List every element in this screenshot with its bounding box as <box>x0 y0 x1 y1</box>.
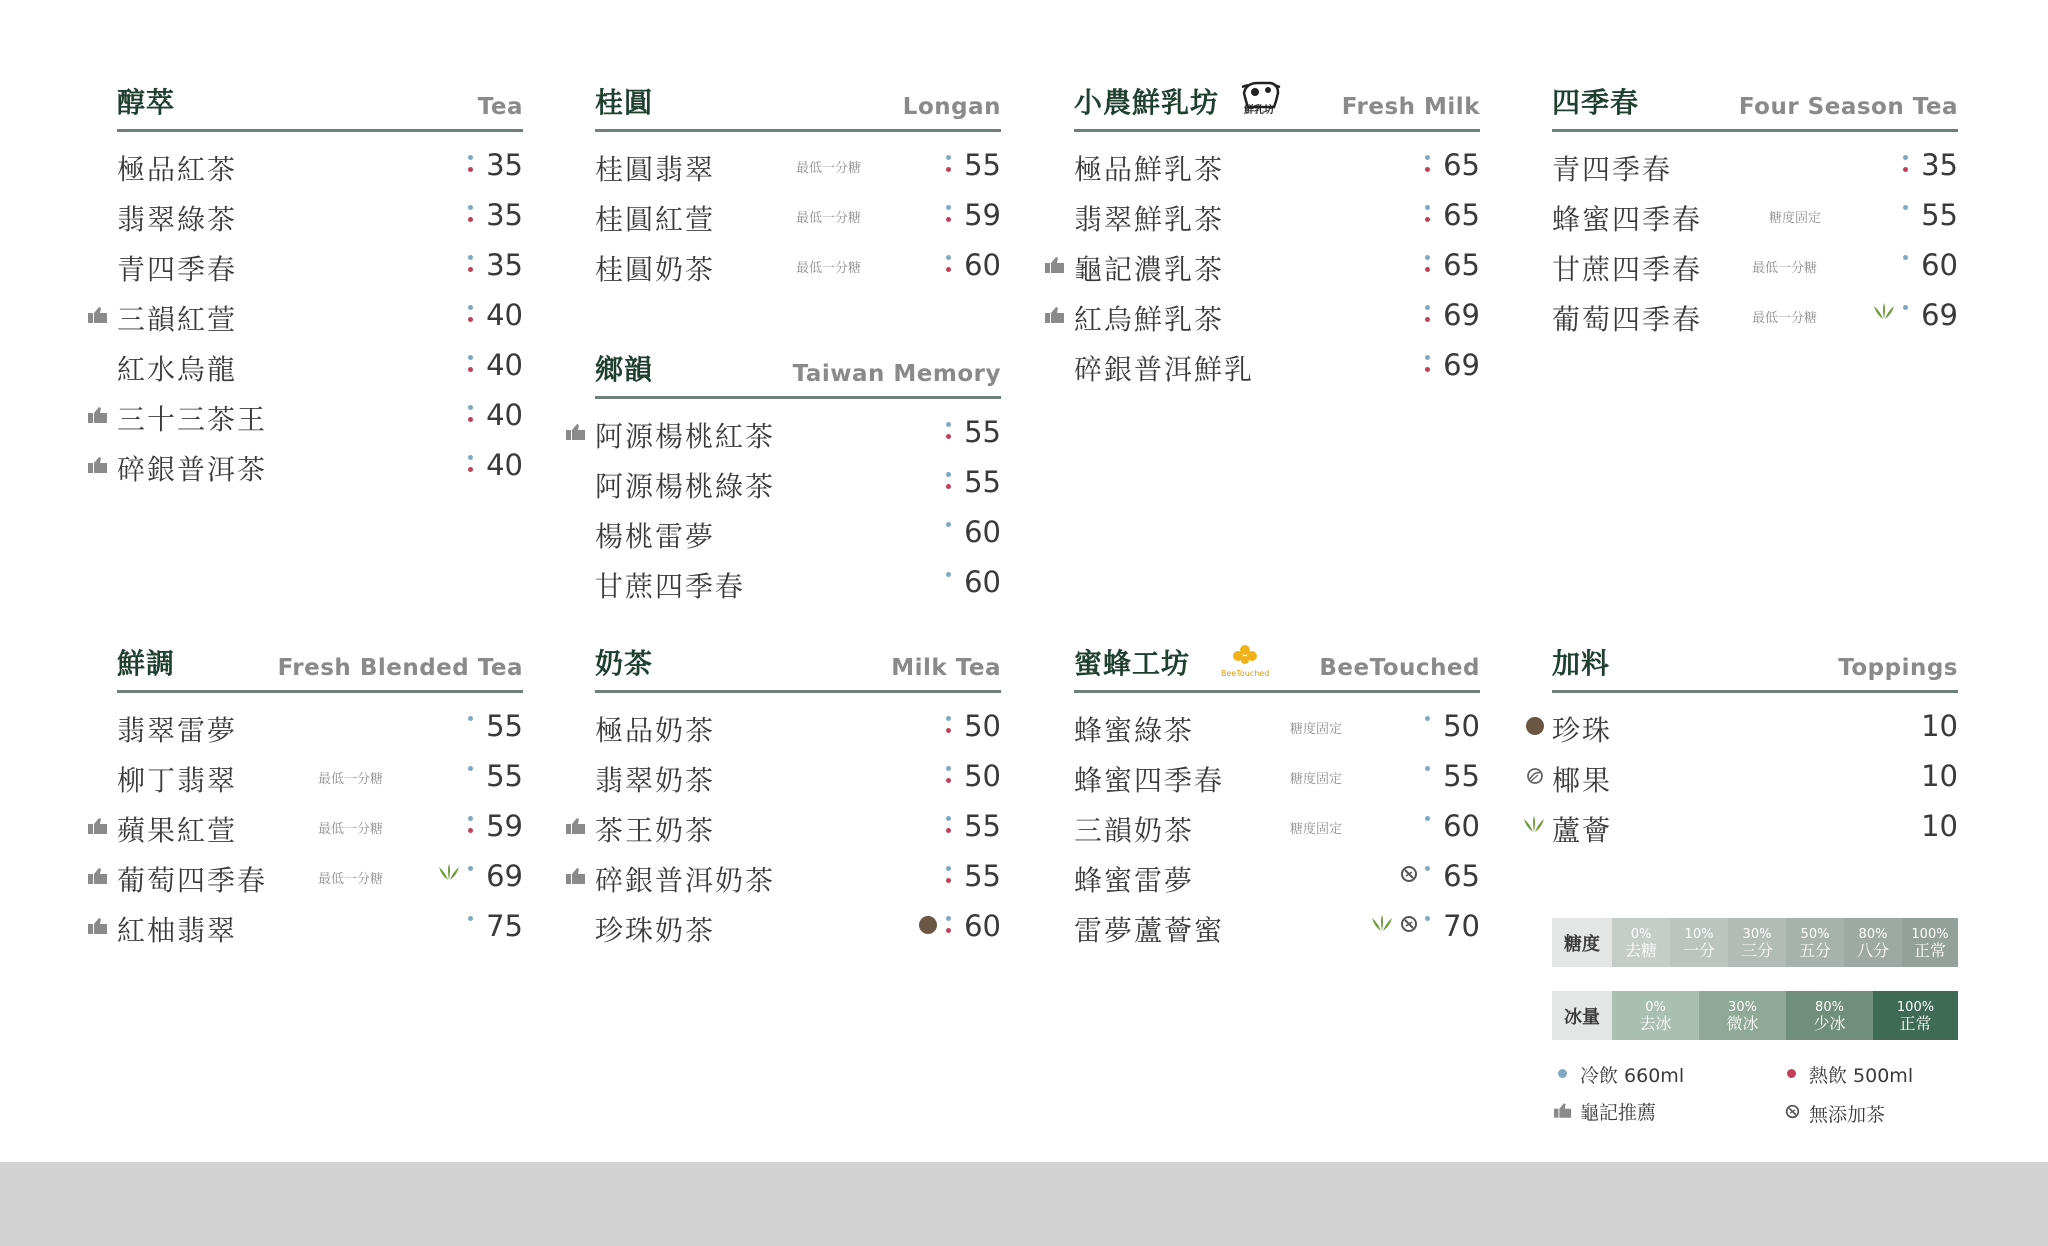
item-name: 楊桃雷夢 <box>595 520 716 553</box>
item-name: 茶王奶茶 <box>595 814 716 847</box>
item-price: 60 <box>964 248 1001 282</box>
thumbs-up-icon <box>566 818 586 834</box>
item-name: 翡翠鮮乳茶 <box>1074 203 1225 236</box>
hot-dot-icon <box>946 928 951 933</box>
hot-dot-icon <box>468 367 473 372</box>
item-name: 紅水烏龍 <box>117 353 238 386</box>
section-subtitle: Four Season Tea <box>1738 94 1958 120</box>
section-title: 四季春 <box>1552 86 1640 119</box>
cold-dot-icon <box>468 455 473 460</box>
section-subtitle: Tea <box>477 94 523 120</box>
section-subtitle: Fresh Milk <box>1341 94 1480 120</box>
menu-item[interactable] <box>595 186 1001 236</box>
level-text: 正常 <box>1899 1013 1932 1033</box>
section-title: 鮮調 <box>117 647 176 680</box>
menu-item[interactable] <box>595 403 1001 453</box>
item-name: 紅烏鮮乳茶 <box>1074 303 1225 336</box>
hot-dot-icon <box>946 434 951 439</box>
item-price: 50 <box>964 709 1001 743</box>
cold-dot-icon <box>1425 255 1430 260</box>
legend-recommended: 龜記推薦 <box>1580 1102 1657 1124</box>
item-note: 最低一分糖 <box>318 822 384 837</box>
thumbs-up-icon <box>88 307 108 323</box>
hot-dot-icon <box>468 317 473 322</box>
menu-item[interactable] <box>1552 286 1958 336</box>
item-price: 60 <box>964 565 1001 599</box>
legend-cold: 冷飲 660ml <box>1580 1065 1685 1087</box>
section-header <box>117 643 523 693</box>
hot-dot-icon <box>468 467 473 472</box>
item-price: 60 <box>964 515 1001 549</box>
section-subtitle: Toppings <box>1838 655 1958 681</box>
level-pct: 30% <box>1728 999 1757 1015</box>
item-price: 10 <box>1921 759 1958 793</box>
item-price: 59 <box>486 809 523 843</box>
section-title: 奶茶 <box>595 647 654 680</box>
hot-dot-icon <box>946 878 951 883</box>
menu-item[interactable] <box>595 797 1001 847</box>
level-pct: 10% <box>1684 926 1714 942</box>
level-pct: 30% <box>1742 926 1772 942</box>
cold-dot-icon <box>946 766 951 771</box>
cold-dot-icon <box>468 716 473 721</box>
item-price: 55 <box>1921 198 1958 232</box>
ice-level <box>1699 991 1786 1040</box>
logo-text: BeeTouched <box>1221 669 1270 678</box>
cold-dot-icon <box>468 355 473 360</box>
sugar-level <box>1670 918 1728 967</box>
section-four-season <box>1552 82 1958 336</box>
menu-item[interactable] <box>117 897 523 947</box>
menu-item[interactable] <box>1074 897 1480 947</box>
item-name: 碎銀普洱茶 <box>117 453 268 486</box>
menu-item[interactable] <box>117 386 523 436</box>
cold-dot-icon <box>468 205 473 210</box>
item-price: 40 <box>486 348 523 382</box>
thumbs-up-icon <box>88 407 108 423</box>
sugar-level <box>1844 918 1902 967</box>
item-note: 糖度固定 <box>1290 772 1343 787</box>
section-subtitle: BeeTouched <box>1319 655 1480 681</box>
item-name: 蜂蜜四季春 <box>1074 764 1225 797</box>
item-price: 35 <box>486 198 523 232</box>
thumbs-up-icon <box>1045 307 1065 323</box>
item-price: 40 <box>486 448 523 482</box>
thumbs-up-icon <box>566 868 586 884</box>
thumbs-up-icon <box>88 868 108 884</box>
section-header <box>1552 643 1958 693</box>
thumbs-up-icon <box>88 457 108 473</box>
cold-dot-icon <box>1425 866 1430 871</box>
item-price: 50 <box>1443 709 1480 743</box>
cold-dot-icon <box>1425 155 1430 160</box>
item-name: 青四季春 <box>117 253 238 286</box>
item-price: 65 <box>1443 148 1480 182</box>
item-name: 葡萄四季春 <box>117 864 268 897</box>
level-text: 微冰 <box>1726 1013 1759 1033</box>
cold-dot-icon <box>1903 155 1908 160</box>
item-name: 極品奶茶 <box>595 714 716 747</box>
topping-item[interactable] <box>1552 797 1958 847</box>
hot-dot-icon <box>468 267 473 272</box>
no-added-tea-icon <box>1785 1104 1800 1119</box>
item-price: 10 <box>1921 809 1958 843</box>
item-name: 蘋果紅萱 <box>117 814 238 847</box>
hot-dot-icon <box>946 778 951 783</box>
hot-dot-icon <box>468 417 473 422</box>
item-price: 69 <box>1443 298 1480 332</box>
section-header <box>595 82 1001 132</box>
cold-dot-icon <box>1425 916 1430 921</box>
menu-item[interactable] <box>595 503 1001 553</box>
cold-dot-icon <box>946 255 951 260</box>
item-price: 35 <box>486 248 523 282</box>
menu-item[interactable] <box>1552 236 1958 286</box>
item-price: 60 <box>1921 248 1958 282</box>
item-name: 碎銀普洱鮮乳 <box>1074 353 1255 386</box>
cold-dot-icon <box>946 916 951 921</box>
item-note: 糖度固定 <box>1290 722 1343 737</box>
cold-dot-icon <box>468 766 473 771</box>
menu-item[interactable] <box>117 697 523 747</box>
item-price: 55 <box>486 759 523 793</box>
menu-item[interactable] <box>595 697 1001 747</box>
item-price: 60 <box>1443 809 1480 843</box>
legend-hot: 熱飲 500ml <box>1809 1065 1914 1087</box>
sugar-label: 糖度 <box>1552 918 1612 967</box>
hot-dot-icon <box>1425 217 1430 222</box>
cold-dot-icon <box>1558 1069 1567 1078</box>
pearl-icon <box>1526 717 1544 735</box>
section-taiwan-memory <box>595 349 1001 603</box>
item-name: 極品紅茶 <box>117 153 238 186</box>
hot-dot-icon <box>946 217 951 222</box>
menu-item[interactable] <box>117 336 523 386</box>
section-fresh-milk <box>1074 82 1480 386</box>
section-title: 鄉韻 <box>595 353 654 386</box>
ice-level <box>1786 991 1873 1040</box>
item-price: 35 <box>1921 148 1958 182</box>
menu-item[interactable] <box>1552 136 1958 186</box>
section-title: 小農鮮乳坊 <box>1074 86 1220 119</box>
cold-dot-icon <box>468 816 473 821</box>
section-subtitle: Milk Tea <box>891 655 1001 681</box>
cold-dot-icon <box>1425 205 1430 210</box>
pearl-icon <box>919 916 937 934</box>
ice-level <box>1612 991 1699 1040</box>
item-name: 蜂蜜四季春 <box>1552 203 1703 236</box>
menu-item[interactable] <box>117 186 523 236</box>
cold-dot-icon <box>1903 255 1908 260</box>
topping-item[interactable] <box>1552 747 1958 797</box>
item-price: 55 <box>964 415 1001 449</box>
item-price: 55 <box>964 148 1001 182</box>
item-name: 桂圓翡翠 <box>595 153 716 186</box>
hot-dot-icon <box>468 217 473 222</box>
item-name: 翡翠奶茶 <box>595 764 716 797</box>
cold-dot-icon <box>946 522 951 527</box>
hot-dot-icon <box>1425 367 1430 372</box>
level-pct: 100% <box>1896 999 1935 1015</box>
hot-dot-icon <box>946 267 951 272</box>
item-note: 糖度固定 <box>1290 822 1343 837</box>
level-text: 去冰 <box>1639 1013 1672 1033</box>
section-header <box>1074 643 1480 693</box>
menu-item[interactable] <box>1074 286 1480 336</box>
legend-no-added-tea: 無添加茶 <box>1809 1104 1886 1126</box>
ice-level <box>1873 991 1958 1040</box>
cold-dot-icon <box>946 816 951 821</box>
level-pct: 0% <box>1630 926 1652 942</box>
menu-item[interactable] <box>117 136 523 186</box>
level-text: 少冰 <box>1813 1013 1846 1033</box>
section-header <box>595 643 1001 693</box>
coconut-jelly-icon <box>1526 767 1544 785</box>
menu-item[interactable] <box>1074 847 1480 897</box>
item-note: 糖度固定 <box>1769 211 1822 226</box>
cold-dot-icon <box>1903 205 1908 210</box>
cold-dot-icon <box>946 422 951 427</box>
item-price: 69 <box>486 859 523 893</box>
item-price: 35 <box>486 148 523 182</box>
menu-item[interactable] <box>595 453 1001 503</box>
cold-dot-icon <box>946 472 951 477</box>
item-name: 蜂蜜雷夢 <box>1074 864 1195 897</box>
item-price: 60 <box>964 909 1001 943</box>
item-price: 65 <box>1443 859 1480 893</box>
item-price: 10 <box>1921 709 1958 743</box>
level-pct: 80% <box>1858 926 1888 942</box>
item-name: 珍珠 <box>1552 714 1613 747</box>
cold-dot-icon <box>1425 816 1430 821</box>
item-name: 甘蔗四季春 <box>1552 253 1703 286</box>
item-note: 最低一分糖 <box>796 161 862 176</box>
item-note: 最低一分糖 <box>796 211 862 226</box>
item-price: 69 <box>1921 298 1958 332</box>
item-name: 極品鮮乳茶 <box>1074 153 1225 186</box>
item-name: 翡翠綠茶 <box>117 203 238 236</box>
cold-dot-icon <box>946 866 951 871</box>
item-price: 70 <box>1443 909 1480 943</box>
item-name: 蘆薈 <box>1552 814 1613 847</box>
logo-text: 鮮乳坊 <box>1244 105 1274 116</box>
sugar-level <box>1786 918 1844 967</box>
section-subtitle: Taiwan Memory <box>792 361 1001 387</box>
section-title: 蜜蜂工坊 <box>1074 647 1191 680</box>
item-price: 55 <box>964 809 1001 843</box>
section-header <box>117 82 523 132</box>
item-name: 桂圓紅萱 <box>595 203 716 236</box>
level-pct: 0% <box>1645 999 1666 1015</box>
item-name: 碎銀普洱奶茶 <box>595 864 776 897</box>
thumbs-up-icon <box>1045 257 1065 273</box>
section-tea <box>117 82 523 486</box>
item-note: 最低一分糖 <box>1752 261 1818 276</box>
footer-band <box>0 1162 2048 1246</box>
level-pct: 50% <box>1800 926 1830 942</box>
item-price: 55 <box>964 465 1001 499</box>
item-price: 55 <box>486 709 523 743</box>
sugar-level <box>1902 918 1958 967</box>
level-text: 一分 <box>1682 940 1715 960</box>
cold-dot-icon <box>468 916 473 921</box>
section-title: 加料 <box>1552 647 1611 680</box>
hot-dot-icon <box>946 828 951 833</box>
cold-dot-icon <box>946 205 951 210</box>
no-added-tea-icon <box>1400 915 1418 933</box>
item-note: 最低一分糖 <box>318 872 384 887</box>
cold-dot-icon <box>468 255 473 260</box>
hot-dot-icon <box>1787 1069 1796 1078</box>
menu-item[interactable] <box>117 797 523 847</box>
section-milk-tea <box>595 643 1001 947</box>
thumbs-up-icon <box>1554 1103 1572 1118</box>
item-price: 55 <box>964 859 1001 893</box>
menu-item[interactable] <box>595 847 1001 897</box>
menu-item[interactable] <box>1074 236 1480 286</box>
sugar-level <box>1728 918 1786 967</box>
level-text: 正常 <box>1913 940 1946 960</box>
item-price: 40 <box>486 398 523 432</box>
menu-item[interactable] <box>117 436 523 486</box>
thumbs-up-icon <box>566 424 586 440</box>
section-subtitle: Fresh Blended Tea <box>277 655 523 681</box>
hot-dot-icon <box>946 728 951 733</box>
item-name: 桂圓奶茶 <box>595 253 716 286</box>
thumbs-up-icon <box>88 818 108 834</box>
menu-item[interactable] <box>595 897 1001 947</box>
item-price: 75 <box>486 909 523 943</box>
hot-dot-icon <box>1425 267 1430 272</box>
level-text: 八分 <box>1856 940 1889 960</box>
item-name: 珍珠奶茶 <box>595 914 716 947</box>
menu-item[interactable] <box>1074 136 1480 186</box>
item-price: 65 <box>1443 248 1480 282</box>
sugar-level <box>1612 918 1670 967</box>
cold-dot-icon <box>468 866 473 871</box>
item-name: 雷夢蘆薈蜜 <box>1074 914 1225 947</box>
ice-scale <box>1552 991 1958 1040</box>
menu-item[interactable] <box>117 847 523 897</box>
hot-dot-icon <box>1425 167 1430 172</box>
aloe-icon <box>1522 815 1546 833</box>
sugar-scale <box>1552 918 1958 967</box>
menu-item[interactable] <box>117 236 523 286</box>
section-title: 桂圓 <box>595 86 654 119</box>
section-header <box>595 349 1001 399</box>
cold-dot-icon <box>946 572 951 577</box>
cold-dot-icon <box>1425 766 1430 771</box>
menu-item[interactable] <box>1074 336 1480 386</box>
hot-dot-icon <box>946 167 951 172</box>
item-name: 阿源楊桃紅茶 <box>595 420 776 453</box>
hot-dot-icon <box>468 828 473 833</box>
level-text: 去糖 <box>1624 940 1657 960</box>
item-name: 龜記濃乳茶 <box>1074 253 1225 286</box>
cold-dot-icon <box>468 155 473 160</box>
item-name: 阿源楊桃綠茶 <box>595 470 776 503</box>
item-name: 紅柚翡翠 <box>117 914 238 947</box>
level-text: 五分 <box>1798 940 1831 960</box>
menu-item[interactable] <box>595 553 1001 603</box>
level-text: 三分 <box>1740 940 1773 960</box>
item-price: 50 <box>964 759 1001 793</box>
item-price: 69 <box>1443 348 1480 382</box>
cold-dot-icon <box>946 155 951 160</box>
item-name: 甘蔗四季春 <box>595 570 746 603</box>
menu-item[interactable] <box>1074 797 1480 847</box>
hot-dot-icon <box>468 167 473 172</box>
section-longan <box>595 82 1001 286</box>
cold-dot-icon <box>1425 716 1430 721</box>
item-name: 三十三茶王 <box>117 403 268 436</box>
item-name: 椰果 <box>1552 764 1613 797</box>
section-fresh-blended <box>117 643 523 947</box>
level-pct: 100% <box>1911 926 1949 942</box>
menu-item[interactable] <box>595 747 1001 797</box>
menu-item[interactable] <box>1074 747 1480 797</box>
menu-item[interactable] <box>1074 697 1480 747</box>
section-title: 醇萃 <box>117 86 176 119</box>
cold-dot-icon <box>468 305 473 310</box>
menu-item[interactable] <box>595 136 1001 186</box>
topping-item[interactable] <box>1552 697 1958 747</box>
item-name: 葡萄四季春 <box>1552 303 1703 336</box>
cold-dot-icon <box>946 716 951 721</box>
item-note: 最低一分糖 <box>796 261 862 276</box>
section-header <box>1552 82 1958 132</box>
item-name: 柳丁翡翠 <box>117 764 238 797</box>
thumbs-up-icon <box>88 918 108 934</box>
cold-dot-icon <box>468 405 473 410</box>
hot-dot-icon <box>1903 167 1908 172</box>
section-subtitle: Longan <box>902 94 1001 120</box>
cold-dot-icon <box>1425 355 1430 360</box>
menu-item[interactable] <box>595 236 1001 286</box>
section-beetouched <box>1074 643 1480 947</box>
ice-label: 冰量 <box>1552 991 1612 1040</box>
item-price: 59 <box>964 198 1001 232</box>
menu-item[interactable] <box>117 747 523 797</box>
item-price: 65 <box>1443 198 1480 232</box>
item-name: 三韻紅萱 <box>117 303 238 336</box>
item-name: 青四季春 <box>1552 153 1673 186</box>
cold-dot-icon <box>1903 305 1908 310</box>
aloe-icon <box>437 863 461 881</box>
hot-dot-icon <box>946 484 951 489</box>
item-name: 翡翠雷夢 <box>117 714 238 747</box>
level-pct: 80% <box>1815 999 1844 1015</box>
item-name: 三韻奶茶 <box>1074 814 1195 847</box>
menu-item[interactable] <box>1552 186 1958 236</box>
menu-item[interactable] <box>117 286 523 336</box>
section-toppings <box>1552 643 1958 847</box>
section-header <box>1074 82 1480 132</box>
aloe-icon <box>1370 914 1394 932</box>
item-name: 蜂蜜綠茶 <box>1074 714 1195 747</box>
item-price: 55 <box>1443 759 1480 793</box>
menu-item[interactable] <box>1074 186 1480 236</box>
item-price: 40 <box>486 298 523 332</box>
hot-dot-icon <box>1425 317 1430 322</box>
aloe-icon <box>1872 302 1896 320</box>
item-note: 最低一分糖 <box>318 772 384 787</box>
cold-dot-icon <box>1425 305 1430 310</box>
no-added-tea-icon <box>1400 865 1418 883</box>
item-note: 最低一分糖 <box>1752 311 1818 326</box>
